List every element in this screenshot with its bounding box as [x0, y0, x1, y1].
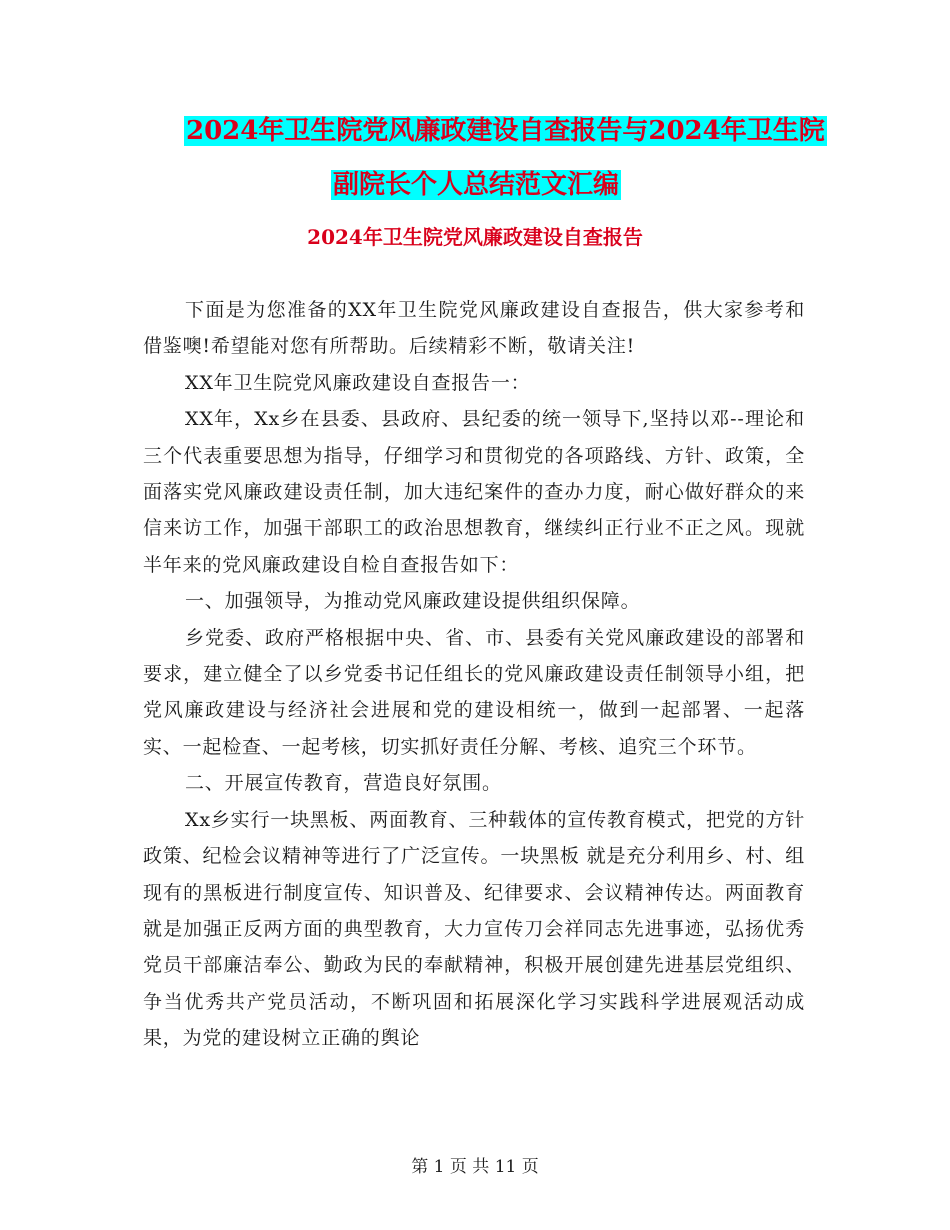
document-body [143, 292, 805, 1057]
paragraph-report-heading: XX年卫生院党风廉政建设自查报告一： [185, 371, 531, 394]
page-footer: 第 1 页 共 11 页 [411, 1157, 539, 1177]
paragraph-overview: XX年，Xx乡在县委、县政府、县纪委的统一领导下,坚持以邓--理论和三个代表重要思想为指导，仔细学习和贯彻党的各项路线、方针、政策，全面落实党风廉政建设责任制，加大违纪案件的查办力度，耐心做好群众的来信来访工作，加强干部职工的政治思想教育，继续纠正行业不正之风。现就半年来的党风廉政建设自检自查报告如下： [143, 408, 805, 576]
paragraph-intro: 下面是为您准备的XX年卫生院党风廉政建设自查报告，供大家参考和借鉴噢!希望能对您有所帮助。后续精彩不断，敬请关注! [143, 299, 805, 358]
title-line-2: 副院长个人总结范文汇编 [333, 170, 620, 200]
paragraph-section-2-body: Xx乡实行一块黑板、两面教育、三种载体的宣传教育模式，把党的方针政策、纪检会议精神等进行了广泛宣传。一块黑板 就是充分利用乡、村、组现有的黑板进行制度宣传、知识普及、纪律要求、会议精神传达。两面教育就是加强正反两方面的典型教育，大力宣传刀会祥同志先进事迹，弘扬优秀党员干部廉洁奉公、勤政为民的奉献精神，积极开展创建先进基层党组织、争当优秀共产党员活动，不断巩固和拓展深化学习实践科学进展观活动成果，为党的建设树立正确的舆论 [143, 808, 805, 1050]
section-heading: 2024年卫生院党风廉政建设自查报告 [307, 225, 643, 249]
document-title [0, 104, 950, 212]
paragraph-section-2-heading: 二、开展宣传教育，营造良好氛围。 [185, 772, 502, 795]
paragraph-section-1-heading: 一、加强领导，为推动党风廉政建设提供组织保障。 [185, 590, 641, 613]
title-line-1: 2024年卫生院党风廉政建设自查报告与2024年卫生院 [186, 116, 825, 146]
paragraph-section-1-body: 乡党委、政府严格根据中央、省、市、县委有关党风廉政建设的部署和要求，建立健全了以乡党委书记任组长的党风廉政建设责任制领导小组，把党风廉政建设与经济社会进展和党的建设相统一，做到一起部署、一起落实、一起检查、一起考核，切实抓好责任分解、考核、追究三个环节。 [143, 626, 805, 758]
